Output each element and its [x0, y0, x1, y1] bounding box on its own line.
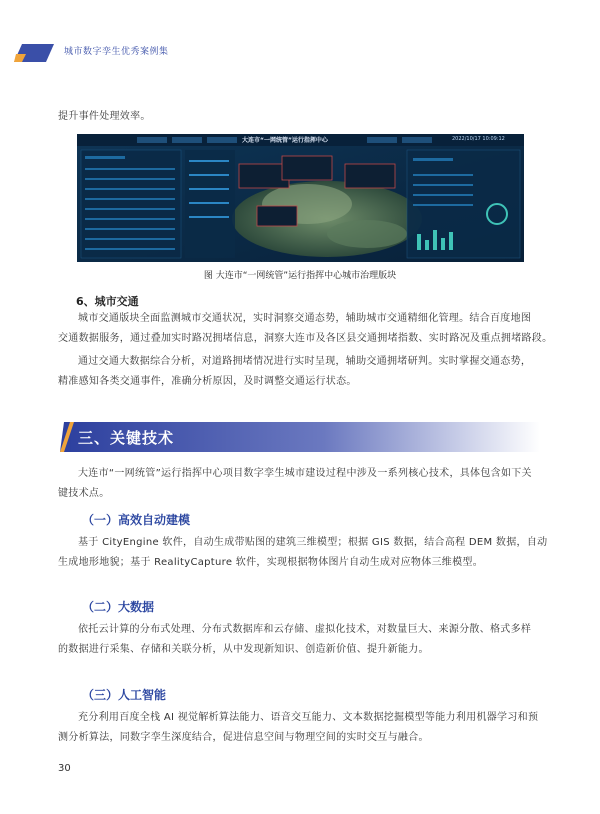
chapter-title: 三、关键技术	[78, 429, 175, 447]
paragraph-line: 通过交通大数据综合分析，对道路拥堵情况进行实时呈现，辅助交通拥堵研判。实时掌握交通态势，	[78, 356, 532, 367]
paragraph-line: 充分利用百度全栈 AI 视觉解析算法能力、语音交互能力、文本数据挖掘模型等能力利用机器学习和预	[78, 712, 539, 723]
paragraph-line: 生成地形地貌；基于 RealityCapture 软件，实现根据物体图片自动生成对应物体三维模型。	[58, 557, 483, 568]
paragraph-line: 依托云计算的分布式处理、分布式数据库和云存储、虚拟化技术，对数量巨大、来源分散、格式多样	[78, 624, 532, 635]
dashboard-illustration	[77, 134, 524, 262]
page-number: 30	[58, 763, 71, 774]
paragraph-line: 交通数据服务，通过叠加实时路况拥堵信息，洞察大连市及各区县交通拥堵指数、实时路况及重点拥堵路段。	[58, 333, 553, 344]
section-heading-traffic: 6、城市交通	[76, 295, 139, 308]
paragraph-line: 键技术点。	[58, 488, 110, 499]
paragraph-line: 基于 CityEngine 软件，自动生成带贴图的建筑三维模型；根据 GIS 数据，结合高程 DEM 数据，自动	[78, 537, 548, 548]
subsection-heading: （二）大数据	[82, 600, 155, 614]
paragraph-line: 的数据进行采集、存储和关联分析，从中发现新知识、创造新价值、提升新能力。	[58, 644, 429, 655]
paragraph-line: 城市交通版块全面监测城市交通状况，实时洞察交通态势，辅助城市交通精细化管理。结合百度地图	[78, 313, 532, 324]
subsection-heading: （一）高效自动建模	[82, 513, 191, 527]
screen-datetime: 2022/10/17 10:09:12	[452, 136, 505, 142]
intro-text: 提升事件处理效率。	[58, 111, 151, 122]
figure-caption: 图 大连市“一网统管”运行指挥中心城市治理版块	[203, 271, 397, 281]
header-title: 城市数字孪生优秀案例集	[64, 47, 169, 57]
paragraph-line: 测分析算法，同数字孪生深度结合，促进信息空间与物理空间的实时交互与融合。	[58, 732, 429, 743]
screen-title: 大连市“一网统管”运行指挥中心	[242, 137, 328, 144]
paragraph-line: 精准感知各类交通事件，准确分析原因，及时调整交通运行状态。	[58, 376, 357, 387]
paragraph-line: 大连市“一网统管”运行指挥中心项目数字孪生城市建设过程中涉及一系列核心技术，具体包含如下关	[78, 468, 532, 479]
header-logo-mark	[14, 44, 54, 62]
subsection-heading: （三）人工智能	[82, 688, 167, 702]
dashboard-screenshot	[77, 134, 524, 262]
